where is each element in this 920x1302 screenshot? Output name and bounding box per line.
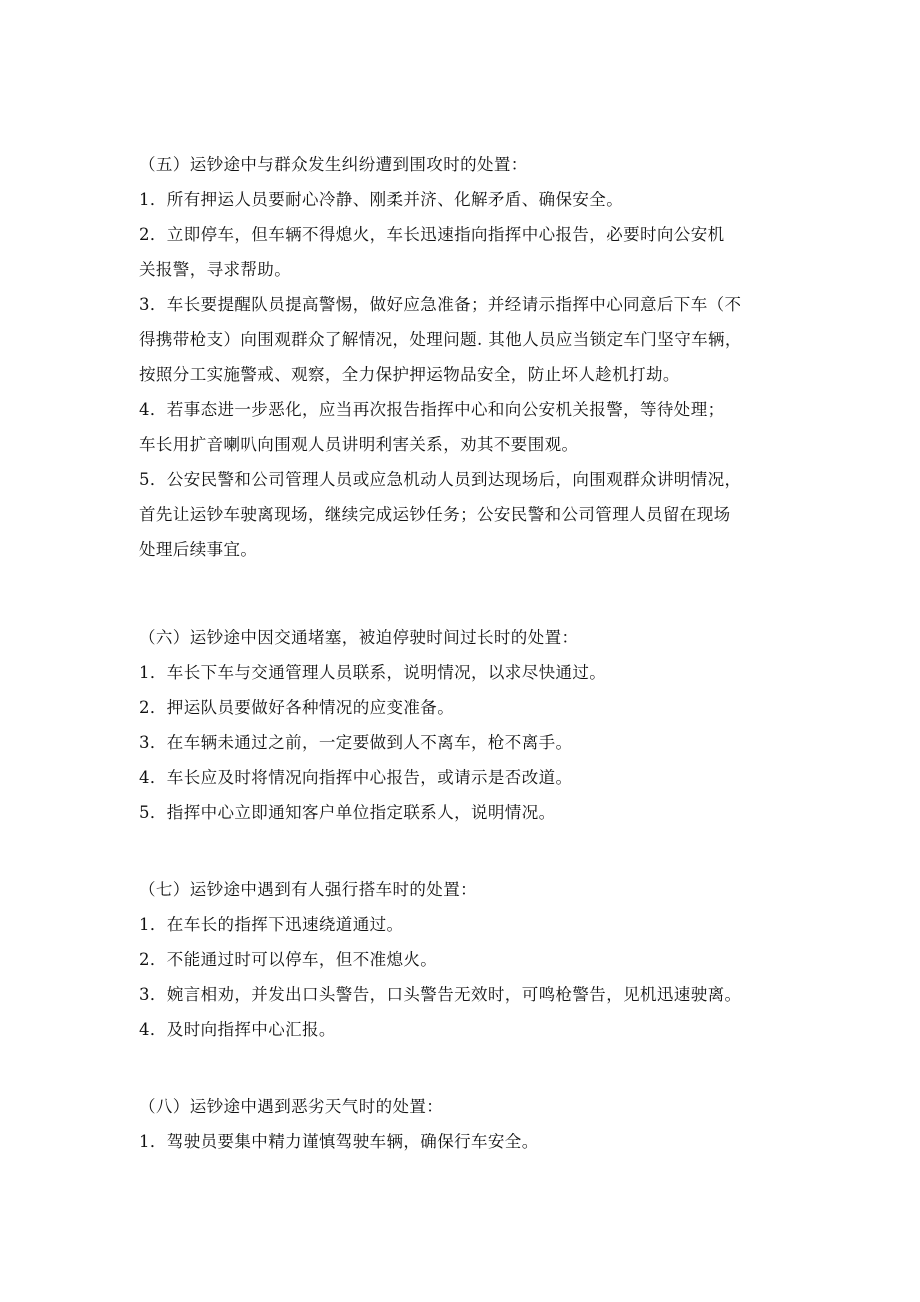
section-heading: （七）运钞途中遇到有人强行搭车时的处置： <box>139 880 477 899</box>
paragraph-line: 4．若事态进一步恶化，应当再次报告指挥中心和向公安机关报警，等待处理； <box>139 400 725 419</box>
paragraph-line: 3．车长要提醒队员提高警惕，做好应急准备；并经请示指挥中心同意后下车（不 <box>139 295 742 314</box>
section-seven <box>139 872 789 1047</box>
paragraph-line: 车长用扩音喇叭向围观人员讲明利害关系，劝其不要围观。 <box>139 435 579 454</box>
paragraph-line: 2．立即停车，但车辆不得熄火，车长迅速指向指挥中心报告，必要时向公安机 <box>139 225 725 244</box>
paragraph-line: 4．车长应及时将情况向指挥中心报告，或请示是否改道。 <box>139 768 573 787</box>
paragraph-line: 2．押运队员要做好各种情况的应变准备。 <box>139 698 455 717</box>
paragraph-line: 关报警，寻求帮助。 <box>139 260 292 279</box>
section-heading: （六）运钞途中因交通堵塞，被迫停驶时间过长时的处置： <box>139 628 579 647</box>
paragraph-line: 4．及时向指挥中心汇报。 <box>139 1020 336 1039</box>
paragraph-line: 按照分工实施警戒、观察，全力保护押运物品安全，防止坏人趁机打劫。 <box>139 365 680 384</box>
section-five <box>139 147 789 567</box>
paragraph-line: 首先让运钞车驶离现场，继续完成运钞任务；公安民警和公司管理人员留在现场 <box>139 505 731 524</box>
paragraph-line: 5．公安民警和公司管理人员或应急机动人员到达现场后，向围观群众讲明情况， <box>139 470 742 489</box>
paragraph-line: 3．婉言相劝，并发出口头警告，口头警告无效时，可鸣枪警告，见机迅速驶离。 <box>139 985 742 1004</box>
section-heading: （五）运钞途中与群众发生纠纷遭到围攻时的处置： <box>139 155 528 174</box>
paragraph-line: 1．车长下车与交通管理人员联系，说明情况，以求尽快通过。 <box>139 663 607 682</box>
paragraph-line: 5．指挥中心立即通知客户单位指定联系人，说明情况。 <box>139 803 556 822</box>
paragraph-line: 得携带枪支）向围观群众了解情况，处理问题. 其他人员应当锁定车门坚守车辆， <box>139 330 742 349</box>
paragraph-line: 3．在车辆未通过之前，一定要做到人不离车，枪不离手。 <box>139 733 573 752</box>
section-heading: （八）运钞途中遇到恶劣天气时的处置： <box>139 1097 444 1116</box>
paragraph-line: 处理后续事宜。 <box>139 540 258 559</box>
paragraph-line: 1．在车长的指挥下迅速绕道通过。 <box>139 915 404 934</box>
paragraph-line: 1．所有押运人员要耐心冷静、刚柔并济、化解矛盾、确保安全。 <box>139 190 624 209</box>
paragraph-line: 1．驾驶员要集中精力谨慎驾驶车辆，确保行车安全。 <box>139 1132 539 1151</box>
section-eight <box>139 1089 789 1159</box>
section-six <box>139 620 789 830</box>
paragraph-line: 2．不能通过时可以停车，但不准熄火。 <box>139 950 438 969</box>
